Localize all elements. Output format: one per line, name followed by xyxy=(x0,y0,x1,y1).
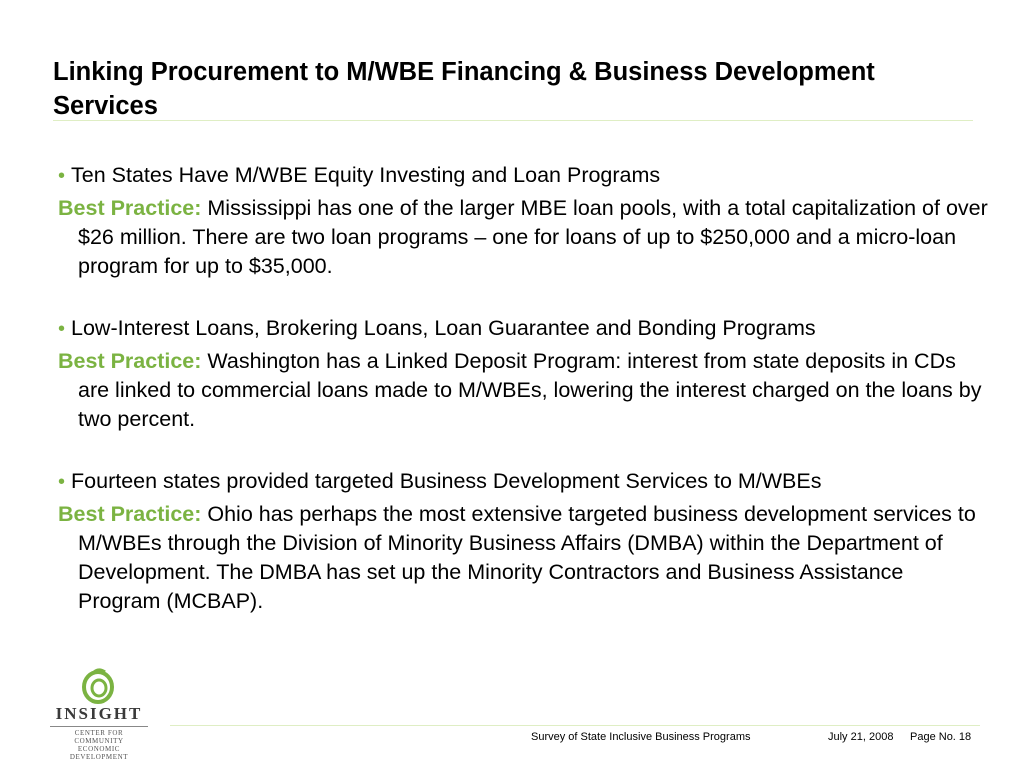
insight-spiral-icon xyxy=(78,668,118,704)
best-practice-paragraph xyxy=(58,347,988,434)
best-practice-paragraph xyxy=(58,500,988,616)
logo-subtitle xyxy=(50,729,148,761)
slide-content xyxy=(58,161,988,616)
bullet-text: Ten States Have M/WBE Equity Investing and Loan Programs xyxy=(71,163,661,187)
best-practice-label: Best Practice: xyxy=(58,349,202,373)
best-practice-text: Mississippi has one of the larger MBE loan pools, with a total capitalization of over $26 million. There are two loan programs – one for loans of up to $250,000 and a micro-loan program for up to $35,000. xyxy=(78,196,988,278)
best-practice-text: Washington has a Linked Deposit Program: interest from state deposits in CDs are linked to commercial loans made to M/WBEs, lowering the interest charged on the loans by two percent. xyxy=(78,349,982,431)
insight-logo xyxy=(50,668,150,761)
logo-subtitle-line: CENTER FOR COMMUNITY xyxy=(74,729,124,745)
bullet-text: Low-Interest Loans, Brokering Loans, Loan Guarantee and Bonding Programs xyxy=(71,316,816,340)
title-divider xyxy=(53,120,973,121)
bullet-item xyxy=(58,467,988,497)
logo-divider xyxy=(50,726,148,727)
logo-subtitle-line: ECONOMIC DEVELOPMENT xyxy=(69,745,129,761)
best-practice-label: Best Practice xyxy=(58,196,195,220)
footer-page-number: Page No. 18 xyxy=(910,731,972,743)
best-practice-colon: : xyxy=(194,196,202,220)
best-practice-paragraph xyxy=(58,194,988,281)
footer-survey-title: Survey of State Inclusive Business Programs xyxy=(531,731,751,743)
bullet-icon: • xyxy=(58,318,66,340)
bullet-icon: • xyxy=(58,471,66,493)
best-practice-label: Best Practice: xyxy=(58,502,202,526)
bullet-icon: • xyxy=(58,165,66,187)
bullet-item xyxy=(58,314,988,344)
footer-divider xyxy=(170,725,980,726)
best-practice-text: Ohio has perhaps the most extensive targeted business development services to M/WBEs through the Division of Minority Business Affairs (DMBA) within the Department of Development. The DMBA has set up the Minority Contractors and Business Assistance Program (MCBAP). xyxy=(78,502,976,613)
slide-title: Linking Procurement to M/WBE Financing & Business Development Services xyxy=(53,58,875,120)
footer-date: July 21, 2008 xyxy=(828,731,894,743)
bullet-item xyxy=(58,161,988,191)
bullet-text: Fourteen states provided targeted Business Development Services to M/WBEs xyxy=(71,469,822,493)
logo-wordmark: INSIGHT xyxy=(55,704,143,723)
